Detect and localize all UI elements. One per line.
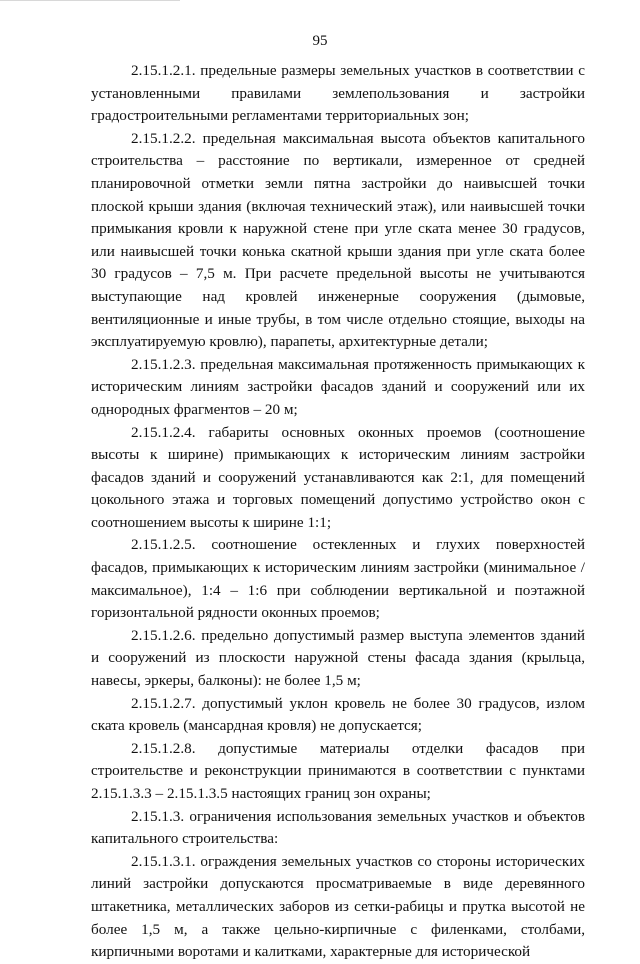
paragraph-2-15-1-2-4: 2.15.1.2.4. габариты основных оконных проемов (соотношение высоты к ширине) примыкающих к историческим линиям застройки фасадов зданий и сооружений устанавливаются как 2:1, для помещений цокольного этажа и торговых помещений допустимо устройство окон с соотношением высоты к ширине 1:1; bbox=[91, 423, 585, 531]
paragraph-2-15-1-2-3: 2.15.1.2.3. предельная максимальная протяженность примыкающих к историческим линиям застройки фасадов зданий и сооружений или их однородных фрагментов – 20 м; bbox=[91, 355, 585, 418]
paragraph-2-15-1-2-2: 2.15.1.2.2. предельная максимальная высота объектов капитального строительства – расстояние по вертикали, измеренное от средней планировочной отметки земли пятна застройки до наивысшей точки плоской крыши здания (включая технический этаж), или наивысшей точки примыкания кровли к наружной стене при угле ската менее 30 градусов, или наивысшей точки конька скатной крыши здания при угле ската более 30 градусов – 7,5 м. При расчете предельной высоты не учитываются выступающие над кровлей инженерные сооружения (дымовые, вентиляционные и иные трубы, в том числе отдельно стоящие, выходы на эксплуатируемую кровлю), парапеты, архитектурные детали; bbox=[91, 129, 585, 351]
paragraph-2-15-1-2-8: 2.15.1.2.8. допустимые материалы отделки фасадов при строительстве и реконструкции принимаются в соответствии с пунктами 2.15.1.3.3 – 2.15.1.3.5 настоящих границ зон охраны; bbox=[91, 739, 585, 802]
paragraph-2-15-1-2-1: 2.15.1.2.1. предельные размеры земельных участков в соответствии с установленными правилами землепользования и застройки градостроительными регламентами территориальных зон; bbox=[91, 62, 585, 125]
paragraph-2-15-1-3-1: 2.15.1.3.1. ограждения земельных участков со стороны исторических линий застройки допускаются просматриваемые в виде деревянного штакетника, металлических заборов из сетки-рабицы и прутка высотой не более 1,5 м, а также цельно-кирпичные с филенками, столбами, кирпичными воротами и калитками, характерные для исторической bbox=[91, 852, 585, 961]
page-number: 95 bbox=[312, 33, 328, 49]
document-body bbox=[91, 60, 585, 964]
paragraph-2-15-1-2-7: 2.15.1.2.7. допустимый уклон кровель не более 30 градусов, излом ската кровель (мансардная кровля) не допускается; bbox=[91, 694, 585, 735]
paragraph-2-15-1-3: 2.15.1.3. ограничения использования земельных участков и объектов капитального строительства: bbox=[91, 807, 585, 848]
scan-edge-mark bbox=[0, 0, 180, 1]
paragraph-2-15-1-2-6: 2.15.1.2.6. предельно допустимый размер выступа элементов зданий и сооружений из плоскости наружной стены фасада здания (крыльца, навесы, эркеры, балконы): не более 1,5 м; bbox=[91, 626, 585, 690]
paragraph-2-15-1-2-5: 2.15.1.2.5. соотношение остекленных и глухих поверхностей фасадов, примыкающих к историческим линиям застройки (минимальное / максимальное), 1:4 – 1:6 при соблюдении вертикальной и поэтажной горизонтальной рядности оконных проемов; bbox=[91, 536, 585, 622]
